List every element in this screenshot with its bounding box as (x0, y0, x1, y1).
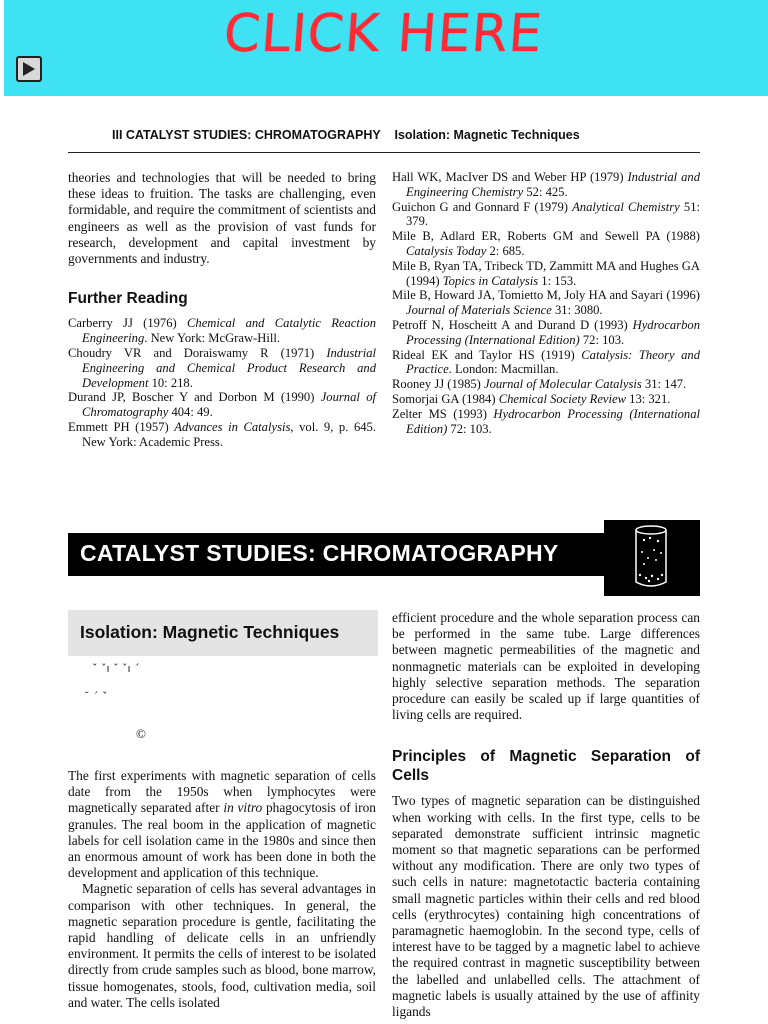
copyright-mark: © (136, 726, 146, 741)
reference-item: Hall WK, MacIver DS and Weber HP (1979) Industrial and Engineering Chemistry 52: 425. (392, 170, 700, 199)
banner-text[interactable]: CLICK HERE (221, 4, 545, 64)
reference-item: Mile B, Howard JA, Tomietto M, Joly HA and Sayari (1996) Journal of Materials Science 31: 3080. (392, 288, 700, 318)
reference-item: Choudry VR and Doraiswamy R (1971) Industrial Engineering and Chemical Product Research and Development 10: 218. (68, 346, 376, 390)
running-head-section: III CATALYST STUDIES: CHROMATOGRAPHY (112, 128, 381, 142)
references-right (392, 170, 700, 436)
right-column-body (392, 610, 700, 1020)
test-tube-graphic (604, 520, 700, 596)
click-here-banner[interactable] (4, 0, 768, 96)
references-left (68, 316, 376, 449)
right-column-top (392, 170, 700, 436)
article-title: Isolation: Magnetic Techniques (80, 622, 340, 642)
body-paragraph-4: Two types of magnetic separation can be distinguished when working with cells. In the first type, cells to be separated demonstrate sufficient intrinsic magnetic moment so that magnetic separations can be performed without any modification. There are only two types of such cells in nature: magnetotactic bacteria containing small magnetic particles within their cells and red blood cells (erythrocytes) containing high concentrations of paramagnetic haemoglobin. In the second type, cells of interest have to be tagged by a magnetic label to achieve the required contrast in magnetic susceptibility between the labelled and unlabelled cells. The attachment of magnetic labels is usually attained by the use of affinity ligands (392, 793, 700, 1020)
reference-item: Rideal EK and Taylor HS (1919) Catalysis: Theory and Practice. London: Macmillan. (392, 347, 701, 377)
play-icon (22, 61, 36, 77)
left-column-top (68, 170, 376, 450)
reference-item: Durand JP, Boscher Y and Dorbon M (1990) Journal of Chromatography 404: 49. (68, 390, 376, 420)
intro-paragraph: theories and technologies that will be needed to bring these ideas to fruition. The tasks are challenging, even formidable, and require the commitment of scientists and engineers as well as the provision of vast funds for research, development and capital investment by governments and industry. (68, 170, 376, 267)
running-head (112, 128, 580, 142)
reference-item: Mile B, Adlard ER, Roberts GM and Sewell PA (1988) Catalysis Today 2: 685. (392, 229, 700, 258)
body-paragraph-1: The first experiments with magnetic separation of cells date from the 1950s when lymphocytes were magnetically separated after in vitro phagocytosis of iron granules. The real boom in the application of magnetic labels for cell isolation came in the 1980s and since then an enormous amount of work has been done in both the development and application of this technique. (68, 768, 377, 881)
running-head-topic: Isolation: Magnetic Techniques (394, 128, 580, 142)
reference-item: Petroff N, Hoscheitt A and Durand D (1993) Hydrocarbon Processing (International Edition) 72: 103. (392, 317, 700, 347)
play-button[interactable] (16, 56, 42, 82)
left-column-body (68, 768, 376, 1011)
reference-item: Carberry JJ (1976) Chemical and Catalytic Reaction Engineering. New York: McGraw-Hill. (68, 316, 376, 346)
further-reading-heading: Further Reading (68, 290, 188, 308)
header-rule (68, 152, 700, 153)
affiliation-line-artifact: ˘ ´ ˇ (84, 690, 108, 703)
reference-item: Mile B, Ryan TA, Tribeck TD, Zammitt MA and Hughes GA (1994) Topics in Catalysis 1: 153. (392, 258, 700, 288)
body-paragraph-2: Magnetic separation of cells has several advantages in comparison with other techniques. In general, the magnetic separation procedure is gentle, facilitating the rapid handling of delicate cells in an unfriendly environment. It permits the cells of interest to be isolated directly from crude samples such as blood, bone marrow, tissue homogenates, stools, food, cultivation media, soil and water. The cells isolated (68, 881, 376, 1010)
reference-item: Zelter MS (1993) Hydrocarbon Processing (International Edition) 72: 103. (392, 406, 700, 436)
test-tube-icon (604, 520, 700, 596)
body-paragraph-3: efficient procedure and the whole separation process can be performed in the same tube. Large differences between magnetic permeabilities of the magnetic and nonmagnetic materials can be exploited in developing highly selective separation methods. The separation procedure can easily be scaled up if large quantities of living cells are required. (392, 610, 700, 723)
reference-item: Emmett PH (1957) Advances in Catalysis, vol. 9, p. 645. New York: Academic Press. (68, 420, 376, 449)
principles-heading: Principles of Magnetic Separation of Cells (392, 748, 700, 785)
author-line-artifact: ˇ ˇı ˇ ˇı ´ (92, 662, 140, 675)
reference-item: Somorjai GA (1984) Chemical Society Review 13: 321. (392, 391, 671, 406)
section-title: CATALYST STUDIES: CHROMATOGRAPHY (80, 540, 559, 566)
reference-item: Guichon G and Gonnard F (1979) Analytical Chemistry 51: 379. (392, 199, 700, 229)
reference-item: Rooney JJ (1985) Journal of Molecular Catalysis 31: 147. (392, 377, 687, 392)
